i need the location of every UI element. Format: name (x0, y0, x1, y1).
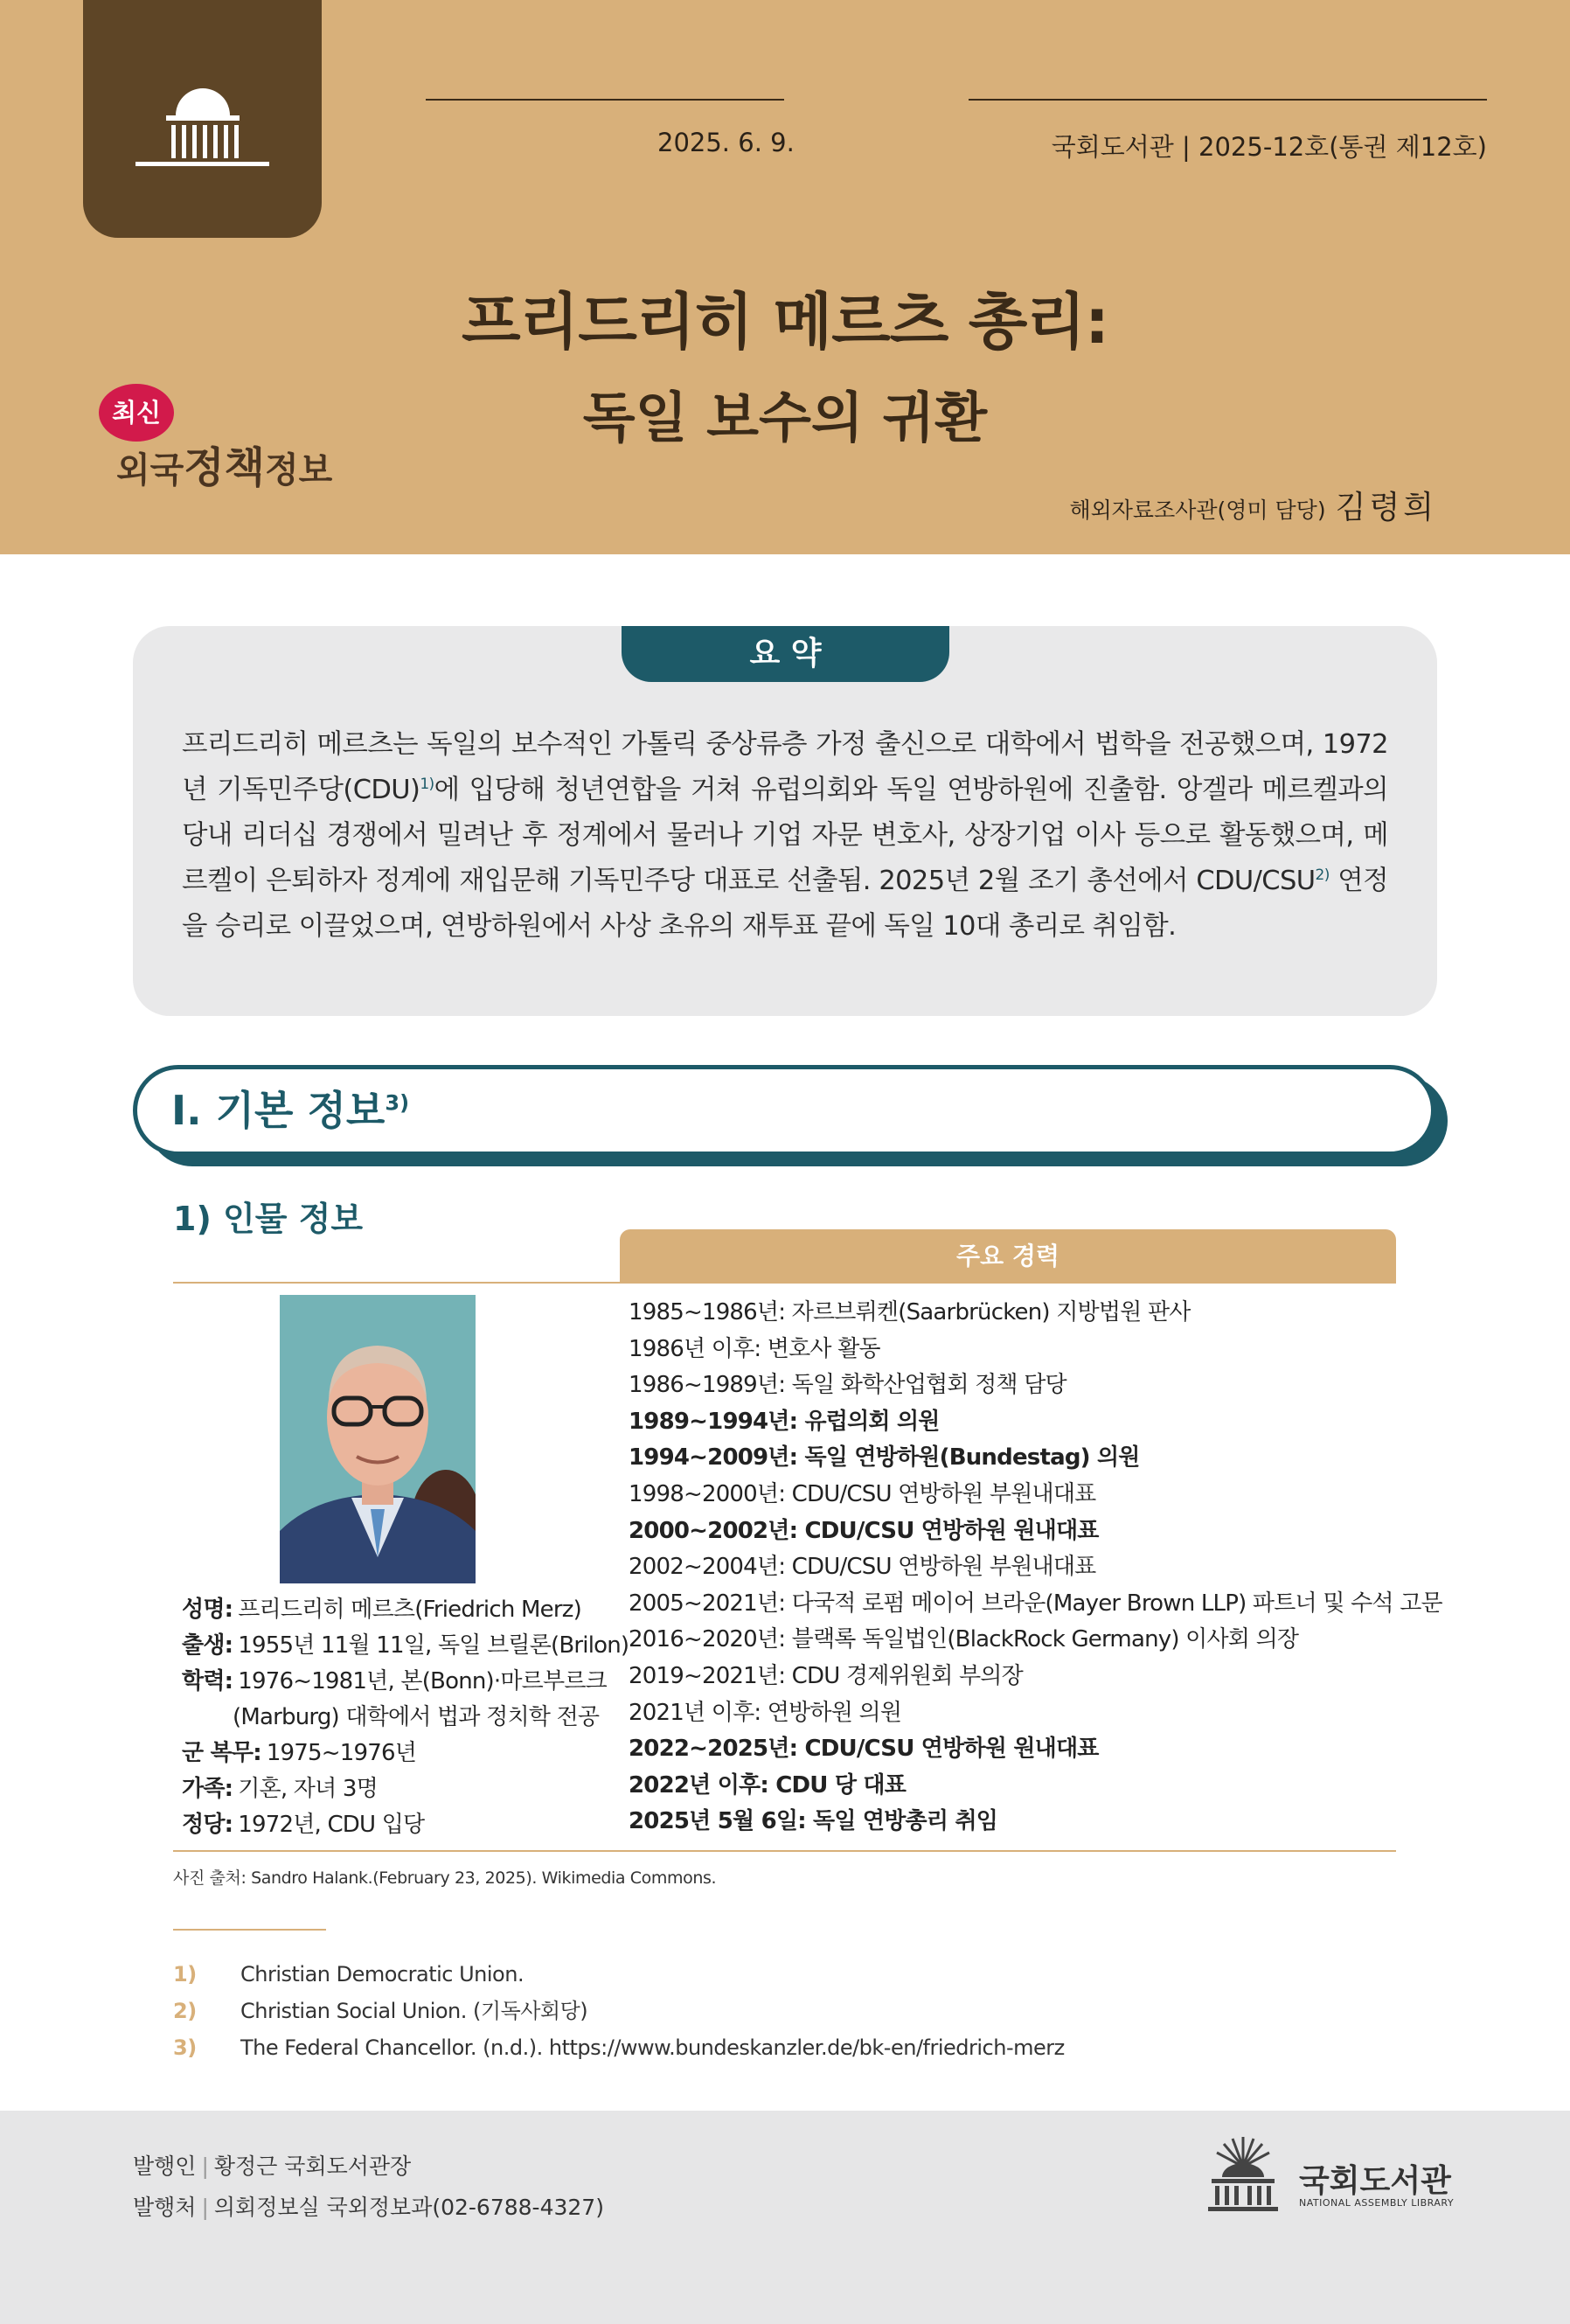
career-item: 2021년 이후: 연방하원 의원 (629, 1699, 902, 1726)
portrait-photo (280, 1295, 476, 1583)
career-item: 1986~1989년: 독일 화학산업협회 정책 담당 (629, 1372, 1066, 1399)
logo-tab (83, 0, 322, 238)
footnote-ref-1[interactable]: 1) (420, 775, 434, 793)
profile-row-education-cont: (Marburg) 대학에서 법과 정치학 전공 (233, 1704, 600, 1730)
career-item: 2000~2002년: CDU/CSU 연방하원 원내대표 (629, 1517, 1099, 1544)
footnote-item: 1) Christian Democratic Union. (173, 1962, 524, 1987)
career-item: 2025년 5월 6일: 독일 연방총리 취임 (629, 1808, 998, 1835)
table-top-rule (173, 1282, 1396, 1284)
career-item: 2005~2021년: 다국적 로펌 메이어 브라운(Mayer Brown LLP) 파트너 및 수석 고문 (629, 1590, 1442, 1617)
career-header: 주요 경력 (620, 1229, 1396, 1284)
library-logo-icon (1206, 2133, 1280, 2214)
career-item: 1989~1994년: 유럽의회 의원 (629, 1408, 940, 1435)
profile-row-name: 성명: 프리드리히 메르츠(Friedrich Merz) (182, 1597, 581, 1623)
series-title: 외국정책정보 (116, 443, 333, 492)
footnote-ref-3[interactable]: 3) (385, 1090, 410, 1116)
author-role: 해외자료조사관(영미 담당) (1069, 498, 1326, 523)
summary-text: 프리드리히 메르츠는 독일의 보수적인 가톨릭 중상류층 가정 출신으로 대학에서 법학을 전공했으며, 1972년 기독민주당(CDU)$^{1)}$에 입당해 청년연합을 거쳐 유럽의회와 독일 연방하원에 진출함. 앙겔라 메르켈과의 당내 리더십 경쟁에서 밀려난 후 정계에서 물러나 기업 자문 변호사, 상장기업 이사 등으로 활동했으며, 메르켈이 은퇴하자 정계에 재입문해 기독민주당 대표로 선출됨. 2025년 2월 조기 총선에서 CDU/CSU$^{2)}$ 연정을 승리로 이끌었으며, 연방하원에서 사상 초유의 재투표 끝에 독일 10대 총리로 취임함. (182, 729, 1388, 942)
author-name: 김령희 (1335, 490, 1437, 525)
photo-credit: 사진 출처: Sandro Halank.(February 23, 2025). Wikimedia Commons. (173, 1868, 717, 1888)
footnote-ref-2[interactable]: 2) (1315, 866, 1330, 884)
footnote-item: 3) The Federal Chancellor. (n.d.). https://www.bundeskanzler.de/bk-en/friedrich-merz (173, 2029, 1065, 2066)
career-item: 2019~2021년: CDU 경제위원회 부의장 (629, 1662, 1023, 1689)
publish-date: 2025. 6. 9. (657, 128, 795, 157)
footnote-link[interactable]: The Federal Chancellor. (n.d.). https://www.bundeskanzler.de/bk-en/friedrich-merz (240, 2035, 1065, 2060)
table-bottom-rule (173, 1850, 1396, 1852)
header-rule-right (969, 99, 1487, 101)
author (1069, 483, 1437, 527)
career-item: 2016~2020년: 블랙록 독일법인(BlackRock Germany) 이사회 의장 (629, 1626, 1299, 1653)
issue-number: 국회도서관 | 2025-12호(통권 제12호) (1051, 132, 1487, 162)
page-title: 프리드리히 메르츠 총리: (462, 286, 1108, 358)
profile-row-birth: 출생: 1955년 11월 11일, 독일 브릴론(Brilon) (182, 1632, 629, 1659)
profile-details (182, 1592, 629, 1843)
new-badge: 최신 (99, 384, 174, 442)
subsection-title: 1) 인물 정보 (173, 1200, 364, 1238)
publisher-line: 발행인 | 황정근 국회도서관장 (133, 2154, 412, 2179)
career-item: 2022~2025년: CDU/CSU 연방하원 원내대표 (629, 1736, 1099, 1763)
footnote-item: 2) Christian Social Union. (기독사회당) (173, 1999, 588, 2023)
header-rule-left (426, 99, 784, 101)
library-name: 국회도서관 (1299, 2163, 1451, 2199)
career-item: 1986년 이후: 변호사 활동 (629, 1335, 880, 1362)
profile-row-military: 군 복무: 1975~1976년 (182, 1740, 417, 1766)
career-item: 1994~2009년: 독일 연방하원(Bundestag) 의원 (629, 1444, 1140, 1472)
career-item: 2002~2004년: CDU/CSU 연방하원 부원내대표 (629, 1554, 1096, 1581)
section-title: Ⅰ. 기본 정보$^{3)}$ (171, 1087, 410, 1134)
career-item: 2022년 이후: CDU 당 대표 (629, 1771, 907, 1799)
career-item: 1998~2000년: CDU/CSU 연방하원 부원내대표 (629, 1480, 1096, 1507)
footnotes (173, 1956, 1065, 2066)
profile-row-family: 가족: 기혼, 자녀 3명 (182, 1776, 378, 1802)
profile-row-education: 학력: 1976~1981년, 본(Bonn)·마르부르크 (182, 1668, 607, 1694)
career-item: 1985~1986년: 자르브뤼켄(Saarbrücken) 지방법원 판사 (629, 1299, 1191, 1326)
library-name-en: NATIONAL ASSEMBLY LIBRARY (1299, 2197, 1455, 2209)
career-list (629, 1295, 1442, 1840)
profile-row-party: 정당: 1972년, CDU 입당 (182, 1812, 425, 1838)
assembly-building-icon (83, 0, 322, 238)
summary-label: 요 약 (622, 626, 949, 682)
office-line: 발행처 | 의회정보실 국외정보과(02-6788-4327) (133, 2195, 604, 2220)
page-subtitle: 독일 보수의 귀환 (582, 386, 988, 449)
footnote-divider (173, 1929, 326, 1931)
